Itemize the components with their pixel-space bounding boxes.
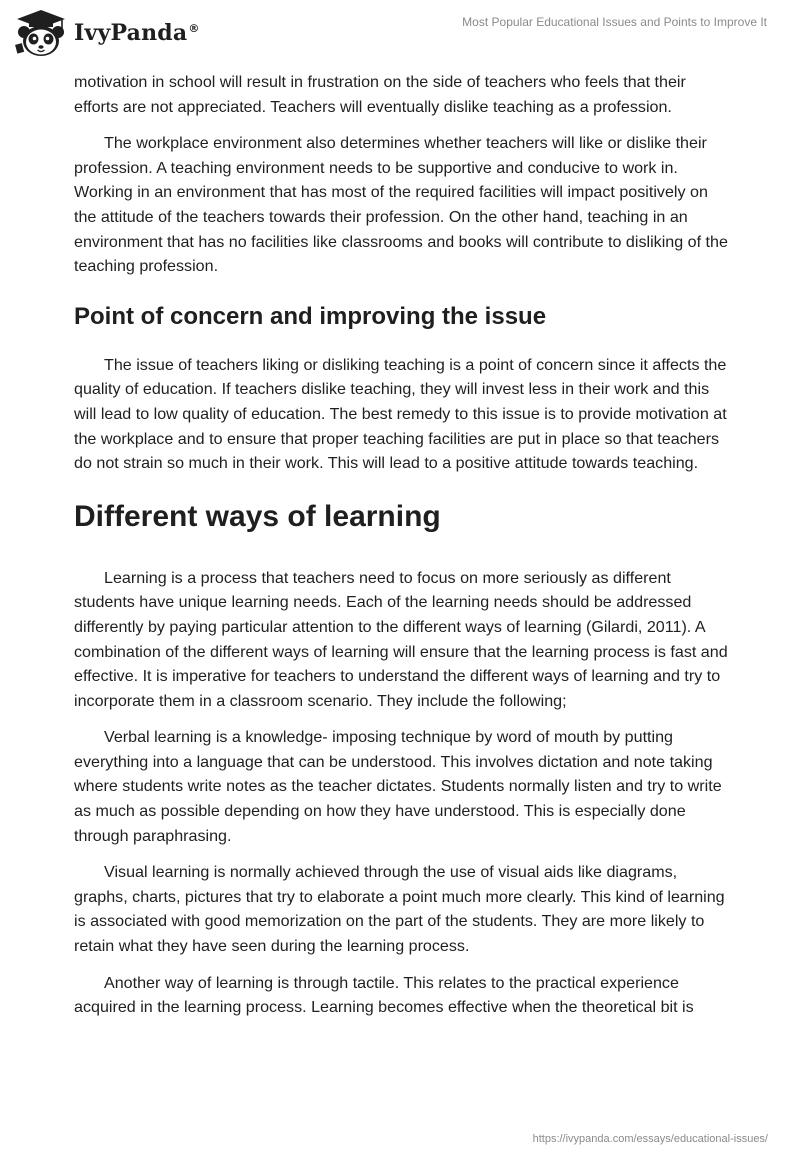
paragraph-verbal-learning: Verbal learning is a knowledge- imposing technique by word of mouth by putting everything into a language that can be understood. This involves dictation and note taking where students write notes as the teacher dictates. Students normally listen and try to write as much as possible depending on how they have understood. This is especially done through paraphrasing. (74, 728, 722, 845)
ivypanda-logo[interactable] (14, 8, 200, 58)
paragraph-tactile-learning: Another way of learning is through tactile. This relates to the practical experience acquired in the learning process. Learning becomes effective when the theoretical bit is (74, 973, 694, 1017)
paragraph-learning-process: Learning is a process that teachers need to focus on more seriously as different students have unique learning needs. Each of the learning needs should be addressed differently by paying particular attention to the different ways of learning (Gilardi, 2011). A combination of the different ways of learning will ensure that the learning process is fast and effective. It is imperative for teachers to understand the different ways of learning and try to incorporate them in a classroom scenario. They include the following; (74, 568, 728, 710)
paragraph-workplace-environment: The workplace environment also determines whether teachers will like or dislike their profession. A teaching environment needs to be supportive and conducive to work in. Working in an environment that has most of the required facilities will impact positively on the attitude of the teachers towards their profession. On the other hand, teaching in an environment that has no facilities like classrooms and books will contribute to disliking of the teaching profession. (74, 134, 728, 276)
document-title: Most Popular Educational Issues and Points to Improve It (462, 15, 767, 29)
registered-mark: ® (188, 21, 200, 35)
brand-name: IvyPanda® (74, 20, 200, 46)
essay-content (74, 70, 734, 1032)
page-header (0, 0, 800, 64)
paragraph-visual-learning: Visual learning is normally achieved through the use of visual aids like diagrams, graphs, charts, pictures that try to elaborate a point much more clearly. This kind of learning is associated with good memorization on the part of the students. They are more likely to retain what they have seen during the learning process. (74, 863, 725, 956)
heading-ways-of-learning: Different ways of learning (74, 499, 441, 533)
paragraph-point-of-concern: The issue of teachers liking or disliking teaching is a point of concern since it affects the quality of education. If teachers dislike teaching, they will invest less in their work and this will lead to low quality of education. The best remedy to this issue is to provide motivation at the workplace and to ensure that proper teaching facilities are put in place so that teachers do not strain so much in their work. This will lead to a positive attitude towards teaching. (74, 355, 727, 473)
panda-graduate-icon (14, 8, 68, 58)
source-url[interactable]: https://ivypanda.com/essays/educational-issues/ (532, 1133, 768, 1145)
paragraph-motivation-continued: motivation in school will result in frustration on the side of teachers who feels that their efforts are not appreciated. Teachers will eventually dislike teaching as a profession. (74, 73, 686, 116)
heading-point-of-concern: Point of concern and improving the issue (74, 302, 547, 330)
